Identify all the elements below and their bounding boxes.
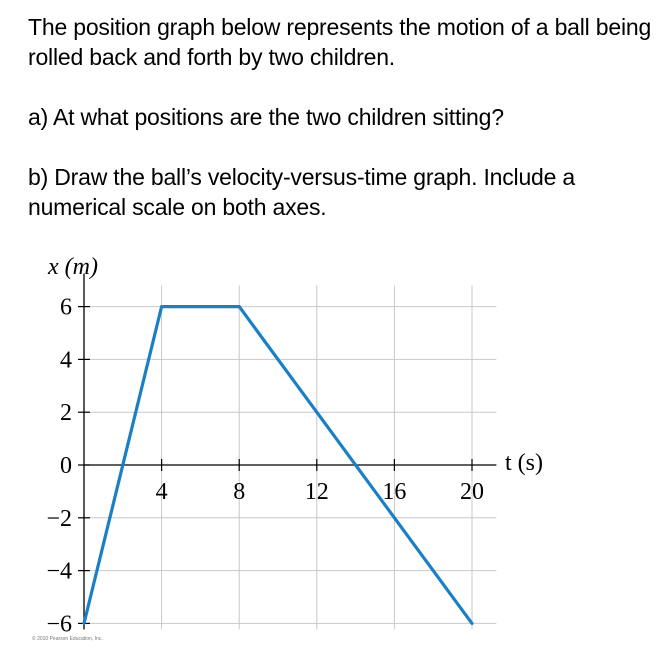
x-tick-label-1: 8 bbox=[233, 479, 246, 505]
y-tick-label-5: −4 bbox=[46, 558, 72, 585]
x-tick-label-4: 20 bbox=[460, 479, 484, 505]
y-tick-label-2: 2 bbox=[60, 400, 72, 427]
copyright-text: © 2010 Pearson Education, Inc. bbox=[32, 636, 103, 642]
y-tick-label-3: 0 bbox=[60, 453, 72, 479]
y-tick-label-1: 4 bbox=[60, 347, 72, 374]
y-tick-label-0: 6 bbox=[60, 294, 72, 321]
x-tick-label-0: 4 bbox=[155, 479, 168, 505]
y-tick-label-6: −6 bbox=[46, 611, 72, 638]
x-axis-label: t (s) bbox=[505, 450, 543, 476]
y-axis-label: x (m) bbox=[48, 254, 98, 280]
axes bbox=[84, 273, 496, 629]
question-part-a: a) At what positions are the two children sitting? bbox=[28, 104, 504, 130]
y-tick-label-4: −2 bbox=[46, 505, 72, 532]
question-part-b: b) Draw the ball’s velocity-versus-time graph. Include a numerical scale on both axes. bbox=[28, 164, 575, 220]
x-tick-label-3: 16 bbox=[382, 479, 407, 505]
x-tick-label-2: 12 bbox=[304, 479, 329, 505]
grid-lines bbox=[84, 285, 496, 629]
tick-labels bbox=[46, 295, 484, 638]
question-intro: The position graph below represents the motion of a ball being rolled back and forth by two children. bbox=[28, 14, 652, 70]
